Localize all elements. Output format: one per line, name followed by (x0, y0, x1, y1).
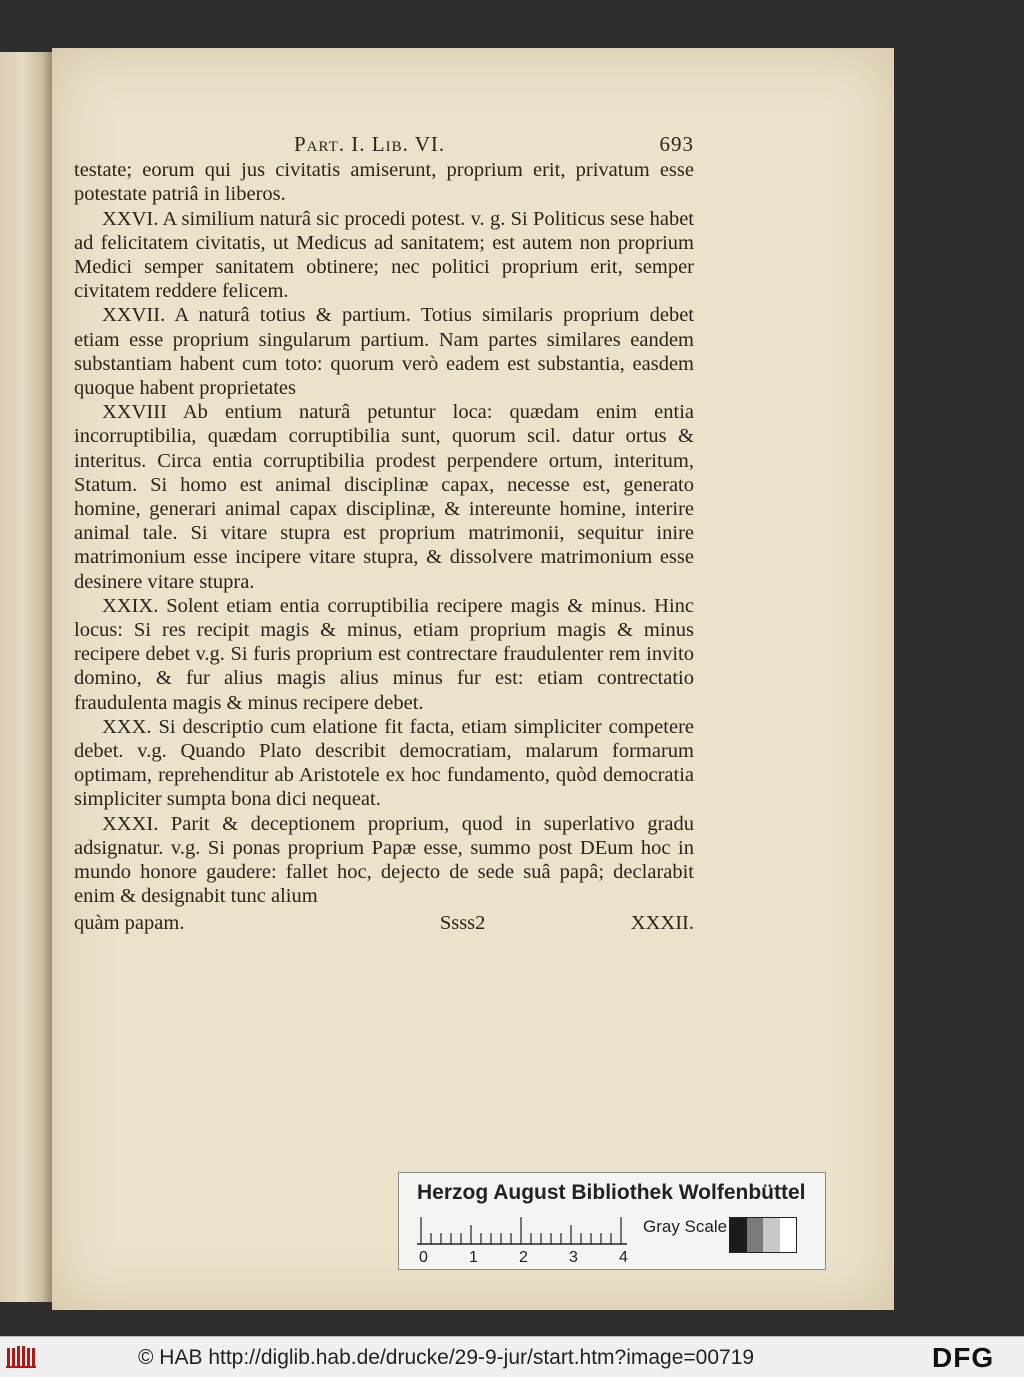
footer-last-words: quàm papam. (74, 911, 185, 934)
gray-swatch (730, 1218, 747, 1252)
hab-logo-icon (6, 1345, 38, 1369)
paragraph: XXVI. A similium naturâ sic procedi potest. v. g. Si Politicus sese habet ad felicitatem civitatis, ut Medicus ad sanitatem; est autem non proprium Medici semper sanitatem obtinere; nec politici proprium erit, semper civitatem reddere felicem. (74, 207, 694, 303)
ruler-number: 0 (419, 1249, 428, 1266)
gray-swatch (747, 1218, 764, 1252)
paragraph: XXVIII Ab entium naturâ petuntur loca: quædam enim entia incorruptibilia, quædam corruptibilia sunt, quorum scil. datur ortus & interitus. Circa entia corruptibilia prodest perpendere ortum, interitum, Statum. Si homo est animal disciplinæ capax, necesse est, generato homine, generari animal capax disciplinæ, & intereunte homine, interire animal tale. Si vitare stupra est proprium matrimonii, sequitur inire matrimonium esse incipere vitare stupra, & dissolvere matrimonium esse desinere vitare stupra. (74, 401, 694, 593)
paragraph: testate; eorum qui jus civitatis amiserunt, proprium erit, privatum esse potestate patriâ in liberos. (74, 159, 694, 206)
color-calibration-card (398, 1172, 826, 1270)
paragraph: XXVII. A naturâ totius & partium. Totius similaris proprium debet etiam esse proprium singularum partium. Nam partes similares eandem substantiam habent cum toto: quorum verò eadem est substantia, easdem quoque habent proprietates (74, 304, 694, 400)
ruler-number: 1 (469, 1249, 478, 1266)
copyright-url[interactable]: © HAB http://diglib.hab.de/drucke/29-9-jur/start.htm?image=00719 (138, 1346, 755, 1369)
paragraph: XXXI. Parit & deceptionem proprium, quod in superlativo gradu adsignatur. v.g. Si ponas proprium Papæ esse, summo post DEum hoc in mundo honore gaudere: fallet hoc, dejecto de sede suâ papâ; declarabit enim & designabit tunc alium (74, 812, 694, 908)
running-head (74, 132, 694, 156)
ruler-number: 4 (619, 1249, 628, 1266)
paragraph: XXX. Si descriptio cum elatione fit facta, etiam simpliciter competere debet. v.g. Quando Plato describit democratiam, malarum formarum optimam, reprehenditur ab Aristotele ex hoc fundamento, quòd democratia simpliciter sumpta bona dici nequeat. (74, 715, 694, 811)
signature-mark: Ssss2 (439, 911, 486, 934)
running-head-title: Part. I. Lib. VI. (294, 132, 446, 156)
library-name: Herzog August Bibliothek Wolfenbüttel (417, 1181, 806, 1204)
gray-swatch (763, 1218, 780, 1252)
ruler-number: 2 (519, 1249, 528, 1266)
page-number: 693 (659, 132, 694, 156)
scanned-page (52, 48, 894, 1310)
page-footer-line (74, 911, 694, 935)
dfg-logo: DFG (932, 1342, 995, 1373)
previous-page-edge (0, 52, 54, 1302)
page-text-block (74, 132, 694, 935)
ruler-number: 3 (569, 1249, 578, 1266)
paragraph: XXIX. Solent etiam entia corruptibilia recipere magis & minus. Hinc locus: Si res recipit magis & minus, etiam proprium magis & minus recipere debet v.g. Si furis proprium est contrectare fraudulenter rem invito domino, & fur alius magis alius minus fur est: etiam contrectatio fraudulenta magis & minus recipere debet. (74, 594, 694, 714)
gray-scale-label: Gray Scale (643, 1217, 728, 1236)
ruler-scale-icon (417, 1217, 637, 1245)
footer-bar (0, 1336, 1024, 1377)
gray-scale-swatches (729, 1217, 797, 1253)
gray-swatch (780, 1218, 797, 1252)
catchword: XXXII. (630, 911, 694, 934)
